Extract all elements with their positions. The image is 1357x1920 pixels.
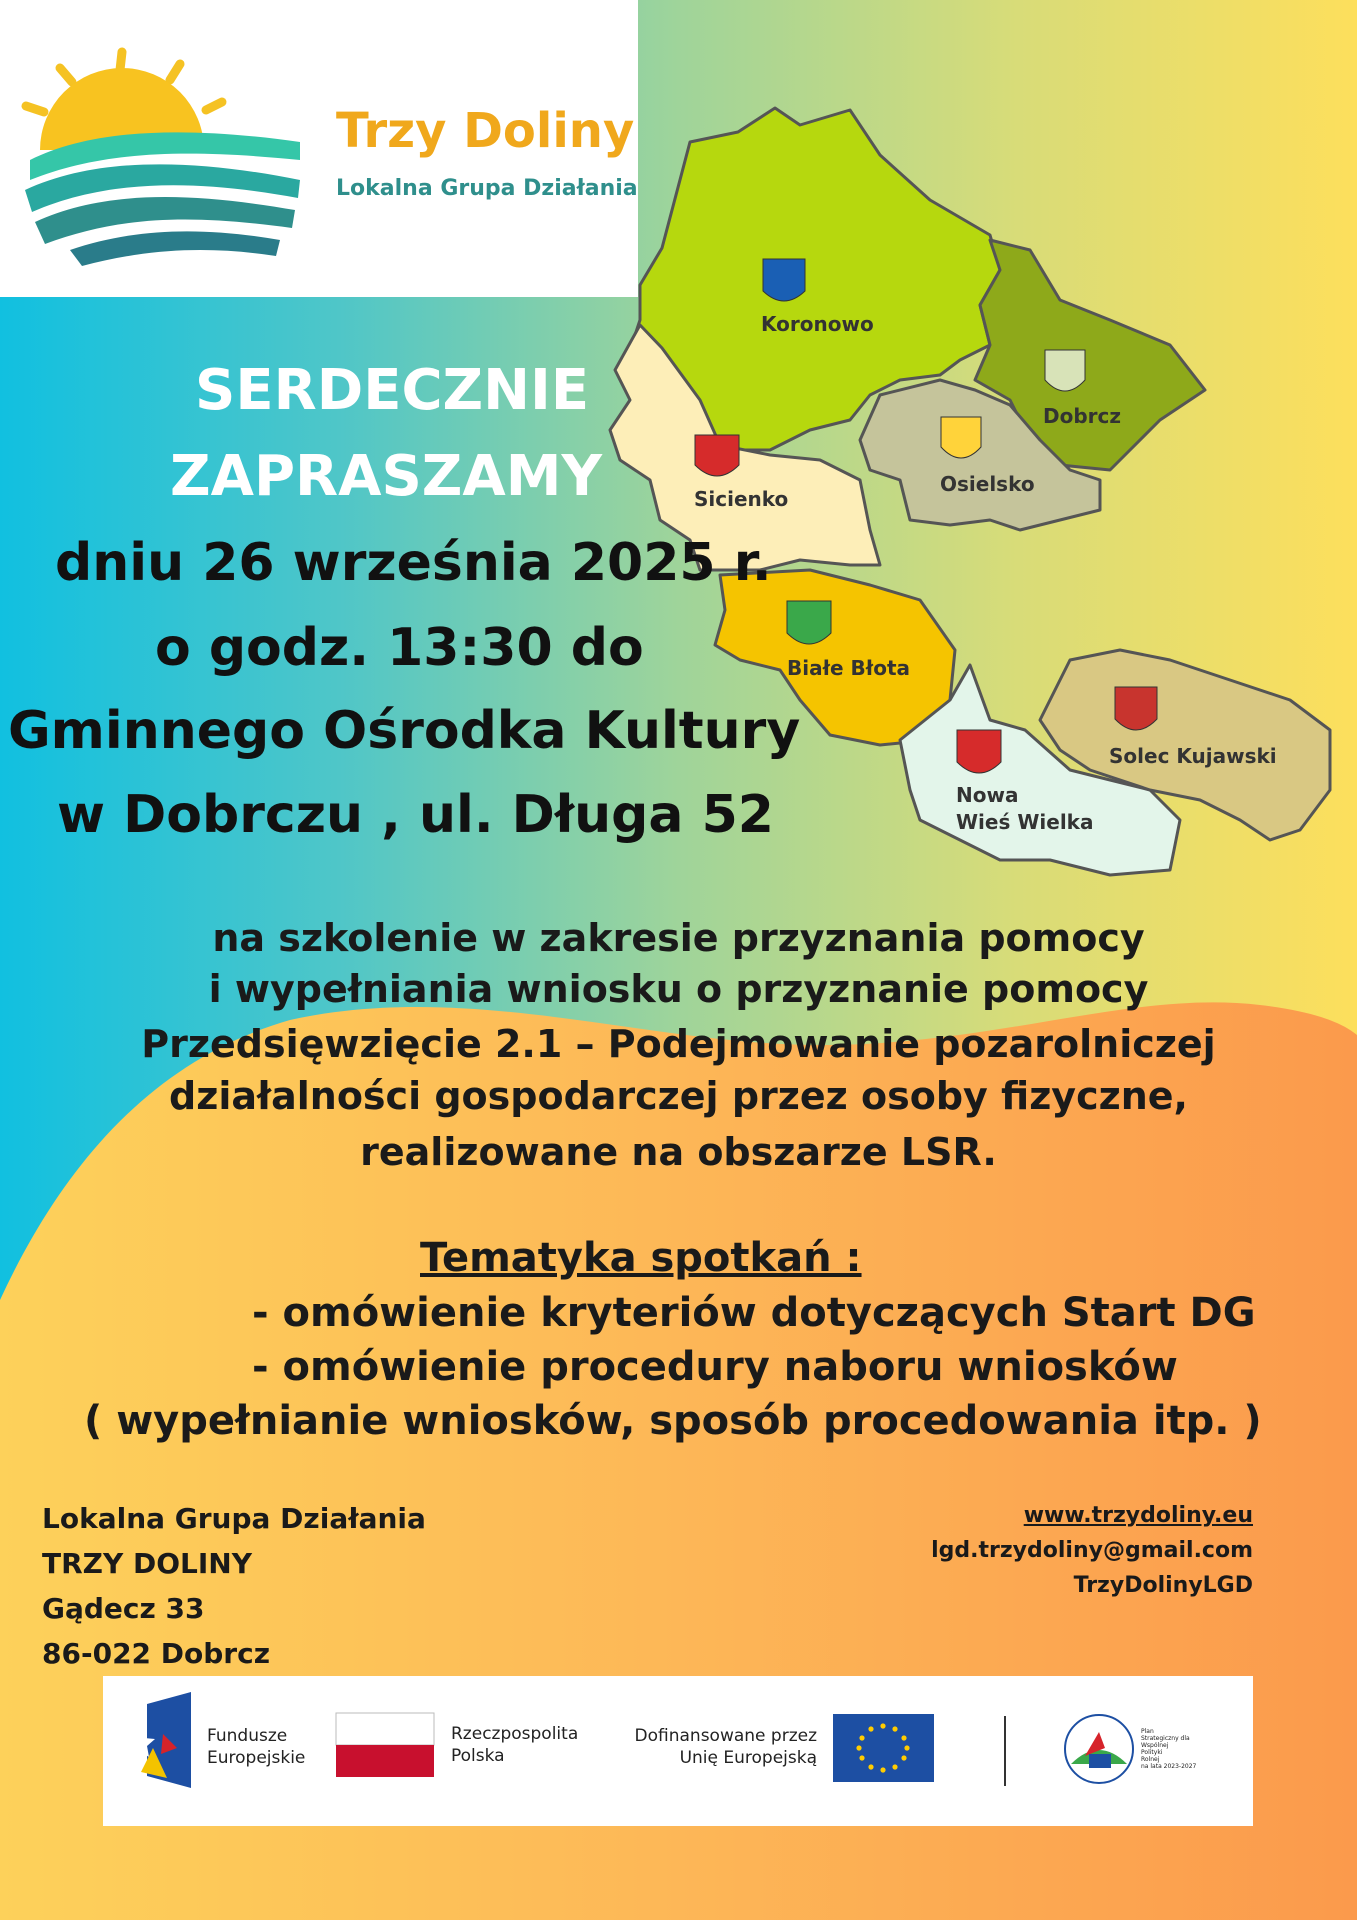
coat-of-arms-sicienko-icon <box>695 435 739 476</box>
invite-time: o godz. 13:30 do <box>155 618 644 678</box>
ps-label-3: Wspólnej <box>1141 1742 1169 1749</box>
address-line-3: Gądecz 33 <box>42 1592 205 1625</box>
logo-subtitle: Lokalna Grupa Działania <box>336 176 638 201</box>
map-label-osielsko: Osielsko <box>940 472 1035 496</box>
fundusze-europejskie-icon <box>123 1692 191 1788</box>
ps-label-2: Strategiczny dla <box>1141 1735 1190 1742</box>
contact-email[interactable]: lgd.trzydoliny@gmail.com <box>931 1538 1253 1563</box>
topic-item-1: - omówienie kryteriów dotyczących Start DG <box>252 1290 1256 1336</box>
map-label-dobrcz: Dobrcz <box>1043 404 1122 428</box>
topic-item-3: ( wypełnianie wniosków, sposób procedowania itp. ) <box>84 1398 1262 1444</box>
invite-line-zapraszamy: ZAPRASZAMY <box>170 444 603 509</box>
map-label-wies-wielka: Wieś Wielka <box>956 810 1094 834</box>
coat-of-arms-dobrcz-icon <box>1045 350 1085 391</box>
rp-label-1: Rzeczpospolita <box>451 1724 579 1744</box>
training-line-4: działalności gospodarczej przez osoby fizyczne, <box>169 1074 1188 1118</box>
map-label-koronowo: Koronowo <box>761 312 874 336</box>
contact-social: TrzyDolinyLGD <box>1073 1573 1253 1598</box>
ps-label-6: na lata 2023-2027 <box>1141 1763 1197 1770</box>
ps-label-5: Rolnej <box>1141 1756 1160 1763</box>
training-line-5: realizowane na obszarze LSR. <box>360 1130 997 1174</box>
coat-of-arms-solec-kujawski-icon <box>1115 687 1157 730</box>
coat-of-arms-biale-blota-icon <box>787 601 831 644</box>
ps-label-4: Polityki <box>1141 1749 1163 1756</box>
training-line-1: na szkolenie w zakresie przyznania pomocy <box>212 916 1145 960</box>
rp-label-2: Polska <box>451 1746 505 1766</box>
coat-of-arms-nowa-wies-wielka-icon <box>957 730 1001 773</box>
invite-date: dniu 26 września 2025 r. <box>55 533 772 593</box>
address-line-2: TRZY DOLINY <box>42 1547 252 1580</box>
training-line-2: i wypełniania wniosku o przyznanie pomocy <box>208 967 1149 1011</box>
polish-flag-icon <box>336 1713 434 1777</box>
fe-label-2: Europejskie <box>207 1748 306 1768</box>
invite-street: w Dobrczu , ul. Długa 52 <box>57 785 774 845</box>
eu-label-2: Unię Europejską <box>679 1748 817 1768</box>
plan-strategiczny-icon <box>1065 1715 1133 1783</box>
topic-item-2: - omówienie procedury naboru wniosków <box>252 1344 1178 1390</box>
training-line-3: Przedsięwzięcie 2.1 – Podejmowanie pozarolniczej <box>141 1022 1216 1066</box>
funding-logos-bar <box>103 1676 1253 1826</box>
map-label-biale-blota: Białe Błota <box>787 656 911 680</box>
address-line-4: 86-022 Dobrcz <box>42 1637 271 1670</box>
ps-label-1: Plan <box>1141 1728 1154 1735</box>
eu-flag-icon <box>833 1714 934 1782</box>
coat-of-arms-osielsko-icon <box>941 417 981 458</box>
logo-title: Trzy Doliny <box>336 103 635 159</box>
map-label-solec-kujawski: Solec Kujawski <box>1109 744 1277 768</box>
topics-heading: Tematyka spotkań : <box>420 1235 862 1281</box>
eu-label-1: Dofinansowane przez <box>634 1726 817 1746</box>
coat-of-arms-koronowo-icon <box>763 259 805 301</box>
fe-label-1: Fundusze <box>207 1726 288 1746</box>
invite-place: Gminnego Ośrodka Kultury <box>8 701 801 761</box>
map-label-nowa: Nowa <box>956 783 1019 807</box>
map-label-sicienko: Sicienko <box>694 487 789 511</box>
address-line-1: Lokalna Grupa Działania <box>42 1502 426 1535</box>
contact-website-link[interactable]: www.trzydoliny.eu <box>1023 1503 1253 1528</box>
invite-line-serdecznie: SERDECZNIE <box>195 358 590 423</box>
